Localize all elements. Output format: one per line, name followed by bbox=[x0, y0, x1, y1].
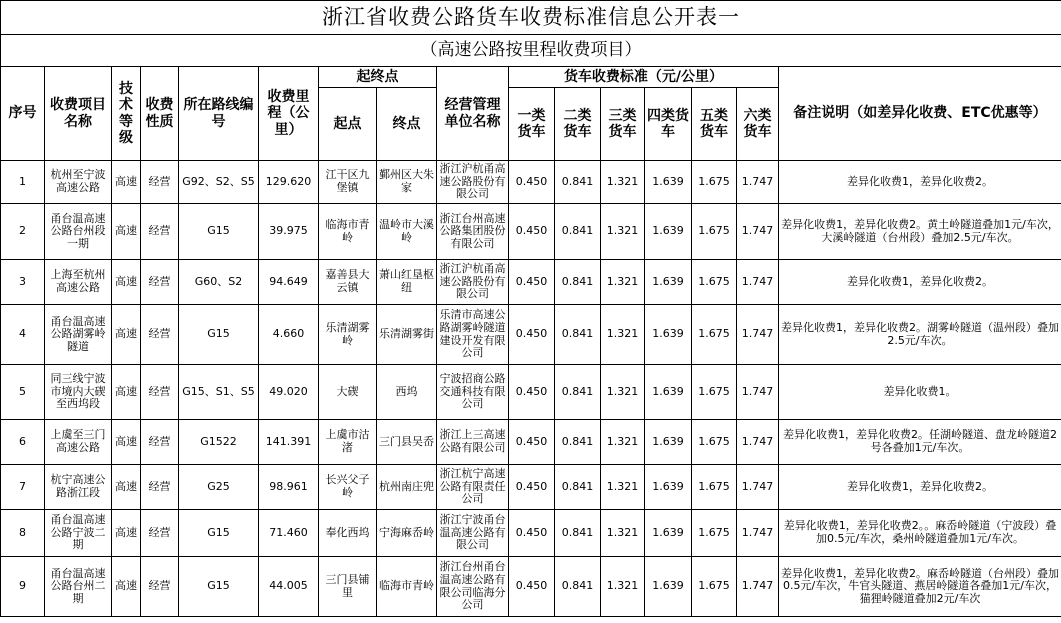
header-route-code: 所在路线编号 bbox=[179, 67, 259, 161]
row-rate-class-1: 0.450 bbox=[509, 365, 555, 420]
row-rate-class-5: 1.675 bbox=[692, 161, 737, 204]
row-note: 差异化收费1，差异化收费2。 bbox=[779, 465, 1061, 510]
row-rate-class-5: 1.675 bbox=[692, 420, 737, 465]
row-route-code: G15 bbox=[179, 204, 259, 260]
table-row bbox=[1, 465, 1061, 510]
row-end: 萧山红垦枢纽 bbox=[377, 260, 437, 305]
row-rate-class-3: 1.321 bbox=[601, 204, 645, 260]
row-rate-class-3: 1.321 bbox=[601, 161, 645, 204]
row-rate-class-5: 1.675 bbox=[692, 557, 737, 617]
table-row bbox=[1, 365, 1061, 420]
row-rate-class-4: 1.639 bbox=[645, 204, 692, 260]
row-note: 差异化收费1，差异化收费2。湖雾岭隧道（温州段）叠加2.5元/车次。 bbox=[779, 305, 1061, 365]
row-nature: 经营 bbox=[141, 557, 179, 617]
row-note: 差异化收费1。 bbox=[779, 365, 1061, 420]
row-end: 西坞 bbox=[377, 365, 437, 420]
row-start: 奉化西坞 bbox=[319, 510, 377, 557]
row-seq: 7 bbox=[1, 465, 45, 510]
row-tech-grade: 高速 bbox=[112, 510, 141, 557]
row-nature: 经营 bbox=[141, 420, 179, 465]
row-seq: 5 bbox=[1, 365, 45, 420]
row-start: 江干区九堡镇 bbox=[319, 161, 377, 204]
row-tech-grade: 高速 bbox=[112, 365, 141, 420]
row-end: 鄞州区大朱家 bbox=[377, 161, 437, 204]
table-row bbox=[1, 260, 1061, 305]
row-rate-class-6: 1.747 bbox=[737, 465, 779, 510]
row-rate-class-2: 0.841 bbox=[555, 557, 601, 617]
row-rate-class-3: 1.321 bbox=[601, 510, 645, 557]
row-end: 宁海麻岙岭 bbox=[377, 510, 437, 557]
row-start: 大碶 bbox=[319, 365, 377, 420]
table-row bbox=[1, 305, 1061, 365]
row-route-code: G92、S2、S5 bbox=[179, 161, 259, 204]
row-project-name: 甬台温高速公路台州段一期 bbox=[45, 204, 112, 260]
row-rate-class-5: 1.675 bbox=[692, 365, 737, 420]
row-rate-class-6: 1.747 bbox=[737, 557, 779, 617]
row-end: 乐清湖雾街 bbox=[377, 305, 437, 365]
row-rate-class-2: 0.841 bbox=[555, 365, 601, 420]
row-end: 温岭市大溪岭 bbox=[377, 204, 437, 260]
row-rate-class-6: 1.747 bbox=[737, 204, 779, 260]
row-rate-class-2: 0.841 bbox=[555, 260, 601, 305]
row-rate-class-4: 1.639 bbox=[645, 305, 692, 365]
row-route-code: G15 bbox=[179, 305, 259, 365]
row-start: 临海市青岭 bbox=[319, 204, 377, 260]
row-rate-class-1: 0.450 bbox=[509, 510, 555, 557]
row-rate-class-1: 0.450 bbox=[509, 465, 555, 510]
row-rate-class-2: 0.841 bbox=[555, 510, 601, 557]
row-project-name: 杭州至宁波高速公路 bbox=[45, 161, 112, 204]
row-nature: 经营 bbox=[141, 465, 179, 510]
header-class-1: 一类货车 bbox=[509, 88, 555, 161]
row-tech-grade: 高速 bbox=[112, 557, 141, 617]
row-rate-class-1: 0.450 bbox=[509, 204, 555, 260]
header-rates: 货车收费标准（元/公里） bbox=[509, 67, 779, 88]
row-route-code: G60、S2 bbox=[179, 260, 259, 305]
row-project-name: 上虞至三门高速公路 bbox=[45, 420, 112, 465]
row-rate-class-2: 0.841 bbox=[555, 420, 601, 465]
header-class-3: 三类货车 bbox=[601, 88, 645, 161]
row-rate-class-4: 1.639 bbox=[645, 420, 692, 465]
row-start: 三门县铺里 bbox=[319, 557, 377, 617]
table-title: 浙江省收费公路货车收费标准信息公开表一 bbox=[1, 1, 1061, 35]
row-route-code: G15 bbox=[179, 557, 259, 617]
row-seq: 4 bbox=[1, 305, 45, 365]
row-rate-class-5: 1.675 bbox=[692, 305, 737, 365]
table-row bbox=[1, 204, 1061, 260]
row-rate-class-6: 1.747 bbox=[737, 420, 779, 465]
row-start: 乐清湖雾岭 bbox=[319, 305, 377, 365]
row-route-code: G15、S1、S5 bbox=[179, 365, 259, 420]
header-nature: 收费性质 bbox=[141, 67, 179, 161]
row-seq: 6 bbox=[1, 420, 45, 465]
table-row bbox=[1, 557, 1061, 617]
header-class-2: 二类货车 bbox=[555, 88, 601, 161]
header-operator: 经营管理单位名称 bbox=[437, 67, 509, 161]
row-start: 上虞市沽渚 bbox=[319, 420, 377, 465]
row-rate-class-2: 0.841 bbox=[555, 161, 601, 204]
row-rate-class-6: 1.747 bbox=[737, 365, 779, 420]
row-rate-class-1: 0.450 bbox=[509, 557, 555, 617]
row-operator: 浙江沪杭甬高速公路股份有限公司 bbox=[437, 161, 509, 204]
row-route-code: G25 bbox=[179, 465, 259, 510]
row-note: 差异化收费1，差异化收费2。黄土岭隧道叠加1元/车次，大溪岭隧道（台州段）叠加2.5元/车次。 bbox=[779, 204, 1061, 260]
row-operator: 浙江上三高速公路有限公司 bbox=[437, 420, 509, 465]
row-seq: 1 bbox=[1, 161, 45, 204]
header-class-4: 四类货车 bbox=[645, 88, 692, 161]
row-end: 杭州南庄兜 bbox=[377, 465, 437, 510]
row-rate-class-5: 1.675 bbox=[692, 260, 737, 305]
row-project-name: 甬台温高速公路湖雾岭隧道 bbox=[45, 305, 112, 365]
row-mileage: 94.649 bbox=[259, 260, 319, 305]
row-rate-class-2: 0.841 bbox=[555, 204, 601, 260]
header-end: 终点 bbox=[377, 88, 437, 161]
row-start: 长兴父子岭 bbox=[319, 465, 377, 510]
row-tech-grade: 高速 bbox=[112, 420, 141, 465]
row-rate-class-5: 1.675 bbox=[692, 465, 737, 510]
header-class-5: 五类货车 bbox=[692, 88, 737, 161]
row-seq: 9 bbox=[1, 557, 45, 617]
row-rate-class-6: 1.747 bbox=[737, 305, 779, 365]
row-mileage: 49.020 bbox=[259, 365, 319, 420]
row-route-code: G15 bbox=[179, 510, 259, 557]
row-project-name: 同三线宁波市境内大碶至西坞段 bbox=[45, 365, 112, 420]
row-note: 差异化收费1，差异化收费2。麻岙岭隧道（台州段）叠加0.5元/车次，牛官头隧道、燕居岭隧道各叠加1元/车次，猫狸岭隧道叠加2元/车次 bbox=[779, 557, 1061, 617]
row-rate-class-3: 1.321 bbox=[601, 260, 645, 305]
row-operator: 浙江台州甬台温高速公路有限公司临海分公司 bbox=[437, 557, 509, 617]
row-rate-class-1: 0.450 bbox=[509, 161, 555, 204]
header-seq: 序号 bbox=[1, 67, 45, 161]
row-tech-grade: 高速 bbox=[112, 305, 141, 365]
row-route-code: G1522 bbox=[179, 420, 259, 465]
row-rate-class-3: 1.321 bbox=[601, 465, 645, 510]
row-rate-class-6: 1.747 bbox=[737, 510, 779, 557]
row-tech-grade: 高速 bbox=[112, 204, 141, 260]
header-mileage: 收费里程（公里） bbox=[259, 67, 319, 161]
row-rate-class-4: 1.639 bbox=[645, 260, 692, 305]
row-end: 临海市青岭 bbox=[377, 557, 437, 617]
row-seq: 8 bbox=[1, 510, 45, 557]
row-project-name: 甬台温高速公路台州二期 bbox=[45, 557, 112, 617]
header-endpoints: 起终点 bbox=[319, 67, 437, 88]
header-class-6: 六类货车 bbox=[737, 88, 779, 161]
row-note: 差异化收费1，差异化收费2。 bbox=[779, 161, 1061, 204]
row-rate-class-3: 1.321 bbox=[601, 420, 645, 465]
row-tech-grade: 高速 bbox=[112, 465, 141, 510]
row-project-name: 杭宁高速公路浙江段 bbox=[45, 465, 112, 510]
row-rate-class-5: 1.675 bbox=[692, 204, 737, 260]
row-operator: 浙江杭宁高速公路有限责任公司 bbox=[437, 465, 509, 510]
header-start: 起点 bbox=[319, 88, 377, 161]
row-mileage: 141.391 bbox=[259, 420, 319, 465]
row-rate-class-4: 1.639 bbox=[645, 161, 692, 204]
row-rate-class-4: 1.639 bbox=[645, 510, 692, 557]
row-rate-class-5: 1.675 bbox=[692, 510, 737, 557]
row-tech-grade: 高速 bbox=[112, 260, 141, 305]
row-nature: 经营 bbox=[141, 305, 179, 365]
row-operator: 浙江宁波甬台温高速公路有限公司 bbox=[437, 510, 509, 557]
row-note: 差异化收费1，差异化收费2。。麻岙岭隧道（宁波段）叠加0.5元/车次，桑州岭隧道叠加1元/车次。 bbox=[779, 510, 1061, 557]
row-mileage: 98.961 bbox=[259, 465, 319, 510]
row-end: 三门县吴岙 bbox=[377, 420, 437, 465]
table-row bbox=[1, 420, 1061, 465]
row-start: 嘉善县大云镇 bbox=[319, 260, 377, 305]
row-operator: 乐清市高速公路湖雾岭隧道建设开发有限公司 bbox=[437, 305, 509, 365]
row-mileage: 44.005 bbox=[259, 557, 319, 617]
row-project-name: 上海至杭州高速公路 bbox=[45, 260, 112, 305]
row-note: 差异化收费1，差异化收费2。 bbox=[779, 260, 1061, 305]
row-nature: 经营 bbox=[141, 510, 179, 557]
row-seq: 3 bbox=[1, 260, 45, 305]
row-note: 差异化收费1，差异化收费2。任湖岭隧道、盘龙岭隧道2号各叠加1元/车次。 bbox=[779, 420, 1061, 465]
row-mileage: 4.660 bbox=[259, 305, 319, 365]
table-row bbox=[1, 161, 1061, 204]
header-note: 备注说明（如差异化收费、ETC优惠等） bbox=[779, 67, 1061, 161]
row-seq: 2 bbox=[1, 204, 45, 260]
row-mileage: 71.460 bbox=[259, 510, 319, 557]
row-operator: 浙江沪杭甬高速公路股份有限公司 bbox=[437, 260, 509, 305]
row-rate-class-3: 1.321 bbox=[601, 365, 645, 420]
row-rate-class-4: 1.639 bbox=[645, 365, 692, 420]
row-rate-class-1: 0.450 bbox=[509, 305, 555, 365]
row-rate-class-3: 1.321 bbox=[601, 305, 645, 365]
row-rate-class-2: 0.841 bbox=[555, 465, 601, 510]
row-rate-class-3: 1.321 bbox=[601, 557, 645, 617]
row-rate-class-1: 0.450 bbox=[509, 260, 555, 305]
table-row bbox=[1, 510, 1061, 557]
table-subtitle: （高速公路按里程收费项目） bbox=[1, 35, 1061, 67]
row-rate-class-2: 0.841 bbox=[555, 305, 601, 365]
row-mileage: 39.975 bbox=[259, 204, 319, 260]
row-tech-grade: 高速 bbox=[112, 161, 141, 204]
row-nature: 经营 bbox=[141, 204, 179, 260]
row-nature: 经营 bbox=[141, 161, 179, 204]
row-rate-class-1: 0.450 bbox=[509, 420, 555, 465]
row-operator: 浙江台州高速公路集团股份有限公司 bbox=[437, 204, 509, 260]
row-mileage: 129.620 bbox=[259, 161, 319, 204]
row-rate-class-6: 1.747 bbox=[737, 260, 779, 305]
row-rate-class-4: 1.639 bbox=[645, 557, 692, 617]
row-nature: 经营 bbox=[141, 365, 179, 420]
header-tech-grade: 技术等级 bbox=[112, 67, 141, 161]
row-operator: 宁波招商公路交通科技有限公司 bbox=[437, 365, 509, 420]
row-project-name: 甬台温高速公路宁波二期 bbox=[45, 510, 112, 557]
header-project-name: 收费项目名称 bbox=[45, 67, 112, 161]
row-rate-class-6: 1.747 bbox=[737, 161, 779, 204]
row-nature: 经营 bbox=[141, 260, 179, 305]
row-rate-class-4: 1.639 bbox=[645, 465, 692, 510]
